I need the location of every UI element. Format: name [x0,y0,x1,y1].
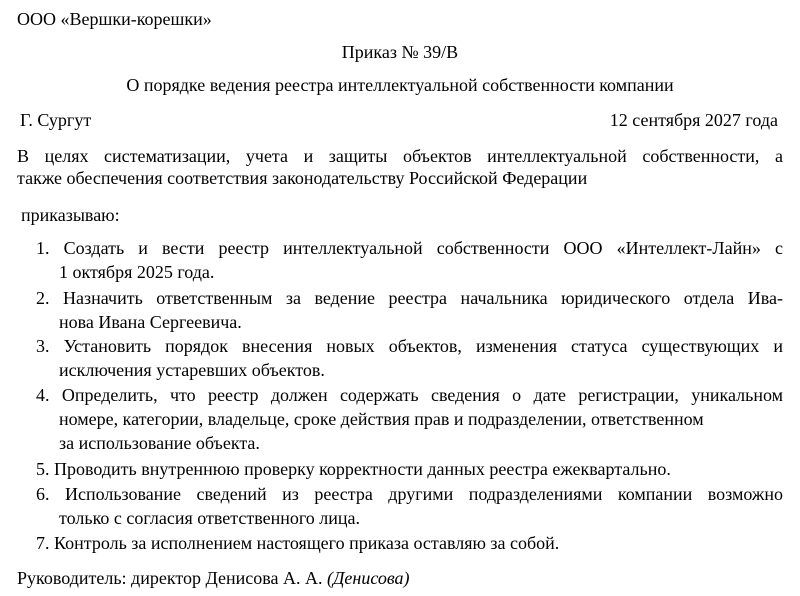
city: Г. Сургут [20,110,92,130]
signature-position: Руководитель: директор Денисова А. А. [17,568,323,588]
order-word: приказываю: [21,205,120,225]
list-item-line: 4. Определить, что реестр должен содержать сведения о дате регистрации, уникальном [36,385,783,405]
list-item-line: за использование объекта. [59,433,260,453]
signature-line [17,567,410,589]
list-item [36,383,783,455]
list-item-line: нова Ивана Сергеевича. [59,312,242,332]
list-item [36,531,783,555]
preamble-line-1: В целях систематизации, учета и защиты объектов интеллектуальной собственности, а [17,146,783,166]
list-item-line: 1. Создать и вести реестр интеллектуальной собственности ООО «Интеллект-Лайн» с [36,238,783,258]
order-number: Приказ № 39/В [341,42,459,62]
list-item-line: 1 октября 2025 года. [59,262,215,282]
list-item-line: только с согласия ответственного лица. [59,508,361,528]
list-item-line: номере, категории, владельце, сроке действия прав и подразделении, ответственном [59,409,704,429]
list-item [36,457,783,481]
list-item [36,482,783,530]
list-item [36,334,783,382]
list-item-line: 6. Использование сведений из реестра другими подразделениями компании возможно [36,484,783,504]
list-item [36,286,783,334]
order-date: 12 сентября 2027 года [609,110,778,130]
list-item-line: 5. Проводить внутреннюю проверку корректности данных реестра ежеквартально. [36,459,671,479]
list-item-line: 7. Контроль за исполнением настоящего приказа оставляю за собой. [36,533,560,553]
organization-name: ООО «Вершки-корешки» [17,9,212,29]
order-subject: О порядке ведения реестра интеллектуальной собственности компании [126,75,674,95]
list-item [36,236,783,284]
list-item-line: 3. Установить порядок внесения новых объектов, изменения статуса существующих и [36,336,783,356]
signature-name: (Денисова) [326,568,410,588]
preamble-line-2: также обеспечения соответствия законодательству Российской Федерации [17,168,588,188]
list-item-line: исключения устаревших объектов. [59,360,325,380]
list-item-line: 2. Назначить ответственным за ведение реестра начальника юридического отдела Ива- [36,288,783,308]
